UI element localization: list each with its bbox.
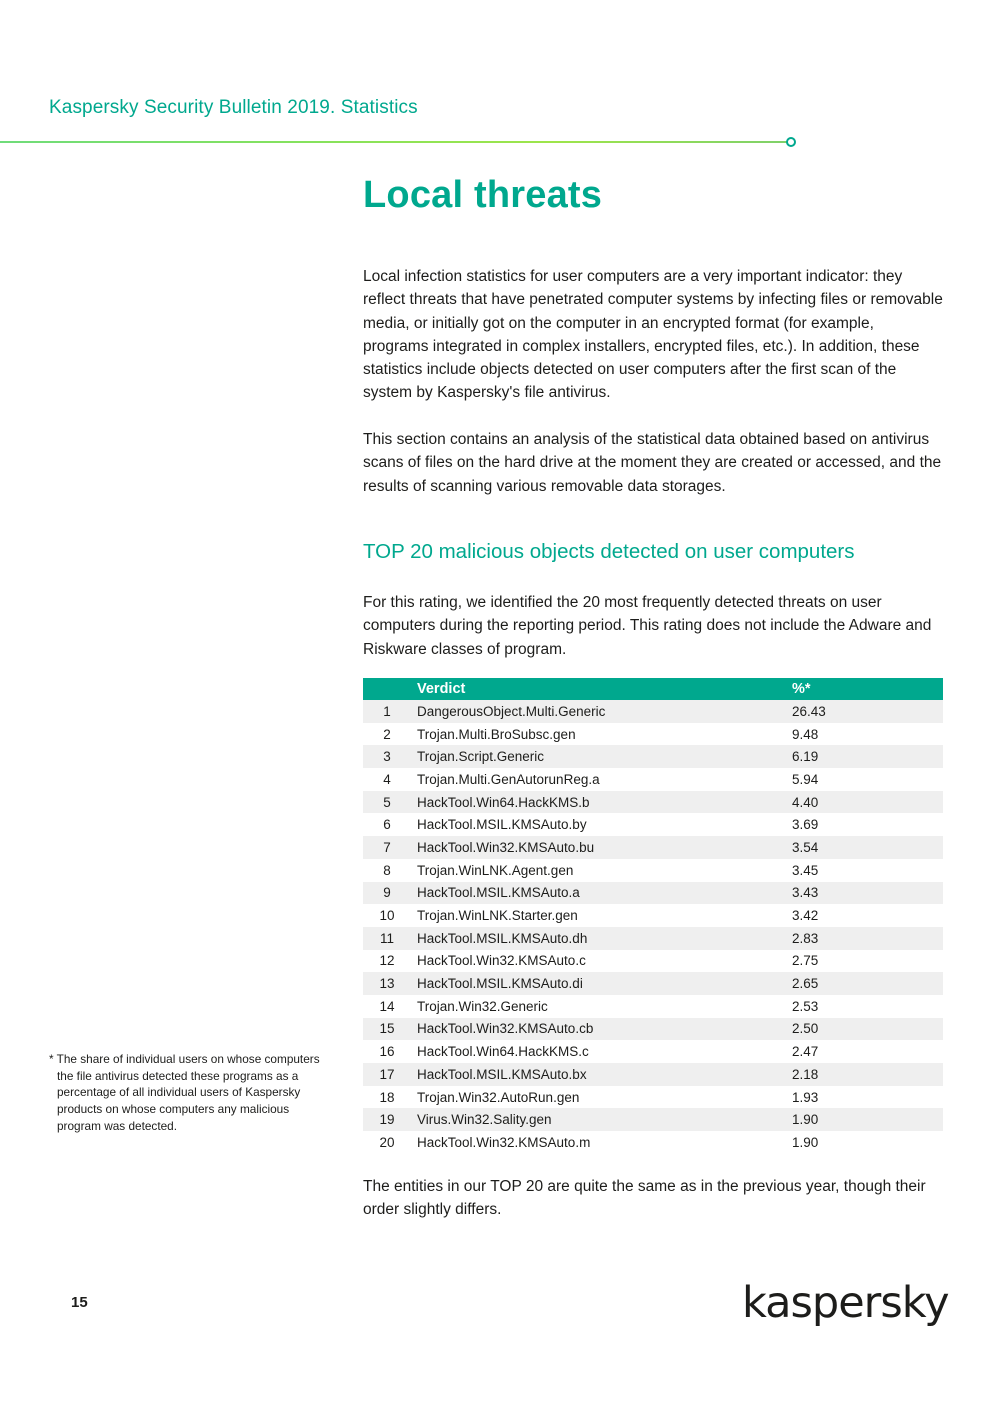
verdict-cell: HackTool.Win32.KMSAuto.m [417,1134,591,1150]
scope-paragraph: This section contains an analysis of the statistical data obtained based on antivirus scans of files on the hard drive at the moment they are created or accessed, and the results of scanning various removable data storages. [363,431,942,495]
rank-cell: 15 [379,1021,395,1037]
verdict-cell: HackTool.Win32.KMSAuto.c [417,953,586,969]
verdict-cell: Trojan.WinLNK.Starter.gen [417,908,578,924]
table-row [363,859,943,882]
section-title: Local threats [363,174,603,216]
table-row [363,882,943,905]
verdict-cell: HackTool.MSIL.KMSAuto.bx [417,1066,587,1082]
rank-cell: 16 [379,1044,395,1060]
verdict-cell: HackTool.Win64.HackKMS.c [417,1044,589,1060]
verdict-cell: HackTool.Win32.KMSAuto.bu [417,839,595,855]
verdict-cell: DangerousObject.Multi.Generic [417,703,606,719]
table-row [363,995,943,1018]
percent-cell: 2.53 [792,998,819,1014]
table-row [363,745,943,768]
verdict-cell: HackTool.Win64.HackKMS.b [417,794,590,810]
table-row [363,791,943,814]
rank-cell: 19 [379,1112,395,1128]
percent-cell: 26.43 [792,703,826,719]
verdict-cell: Virus.Win32.Sality.gen [417,1112,552,1128]
table-row [363,723,943,746]
table-row [363,1018,943,1041]
top20-table [363,678,943,1154]
verdict-cell: Trojan.Multi.GenAutorunReg.a [417,771,600,787]
percent-cell: 2.47 [792,1044,819,1060]
percent-cell: 3.45 [792,862,819,878]
percent-cell: 3.42 [792,908,819,924]
rank-cell: 10 [379,908,395,924]
percent-cell: 1.90 [792,1134,819,1150]
header-verdict: Verdict [417,681,466,697]
table-row [363,836,943,859]
table-row [363,950,943,973]
verdict-cell: HackTool.MSIL.KMSAuto.a [417,885,580,901]
percent-cell: 2.18 [792,1066,819,1082]
percent-cell: 6.19 [792,749,819,765]
percent-cell: 2.75 [792,953,819,969]
percent-cell: 3.54 [792,839,819,855]
header-divider [0,141,790,143]
table-row [363,1063,943,1086]
rank-cell: 20 [379,1134,395,1150]
percent-cell: 2.50 [792,1021,819,1037]
rank-cell: 3 [383,749,391,765]
table-row [363,813,943,836]
rank-cell: 7 [383,839,391,855]
rank-cell: 8 [383,862,391,878]
intro-paragraph: Local infection statistics for user computers are a very important indicator: they reflect threats that have penetrated computer systems by infecting files or removable media, or initially got on the computer in an encrypted format (for example, programs integrated in complex installers, encrypted files, etc.). In addition, these statistics include objects detected on user computers after the first scan of the system by Kaspersky's file antivirus. [363,268,943,402]
verdict-cell: Trojan.Win32.Generic [417,998,548,1014]
rank-cell: 17 [379,1066,395,1082]
percent-cell: 2.65 [792,976,819,992]
verdict-cell: Trojan.Multi.BroSubsc.gen [417,726,576,742]
rank-cell: 4 [383,771,391,787]
table-row [363,768,943,791]
rank-cell: 11 [379,930,394,946]
rank-cell: 12 [379,953,395,969]
divider-end-dot [786,137,796,147]
table-row [363,904,943,927]
percent-cell: 2.83 [792,930,819,946]
percent-cell: 5.94 [792,771,819,787]
percent-cell: 3.43 [792,885,819,901]
percent-cell: 1.93 [792,1089,819,1105]
footnote: * The share of individual users on whose computers the file antivirus detected these programs as a percentage of all individual users of Kaspersky products on whose computers any malicious program was detected. [49,1052,320,1133]
table-row [363,972,943,995]
header-percent: %* [792,681,811,697]
verdict-cell: Trojan.Win32.AutoRun.gen [417,1089,580,1105]
verdict-cell: HackTool.MSIL.KMSAuto.dh [417,930,588,946]
verdict-cell: HackTool.Win32.KMSAuto.cb [417,1021,594,1037]
rank-cell: 9 [383,885,391,901]
header-title: Kaspersky Security Bulletin 2019. Statistics [49,97,418,118]
verdict-cell: HackTool.MSIL.KMSAuto.di [417,976,583,992]
table-body [363,700,943,1154]
table-header [363,678,943,700]
table-row [363,927,943,950]
percent-cell: 4.40 [792,794,819,810]
percent-cell: 1.90 [792,1112,819,1128]
kaspersky-logo: kaspersky [742,1278,949,1328]
percent-cell: 3.69 [792,817,819,833]
verdict-cell: Trojan.Script.Generic [417,749,545,765]
rank-cell: 14 [379,998,395,1014]
top20-intro: For this rating, we identified the 20 most frequently detected threats on user computers during the reporting period. This rating does not include the Adware and Riskware classes of program. [363,594,932,658]
top20-conclusion: The entities in our TOP 20 are quite the same as in the previous year, though their order slightly differs. [363,1178,926,1219]
rank-cell: 5 [383,794,391,810]
table-row [363,1040,943,1063]
table-row [363,1131,943,1154]
table-row [363,1108,943,1131]
verdict-cell: Trojan.WinLNK.Agent.gen [417,862,574,878]
table-row [363,700,943,723]
table-row [363,1086,943,1109]
rank-cell: 13 [379,976,395,992]
rank-cell: 18 [379,1089,395,1105]
page-number: 15 [71,1294,88,1311]
rank-cell: 2 [383,726,391,742]
percent-cell: 9.48 [792,726,819,742]
rank-cell: 6 [383,817,391,833]
rank-cell: 1 [383,703,391,719]
top20-title: TOP 20 malicious objects detected on user computers [363,540,855,563]
verdict-cell: HackTool.MSIL.KMSAuto.by [417,817,587,833]
